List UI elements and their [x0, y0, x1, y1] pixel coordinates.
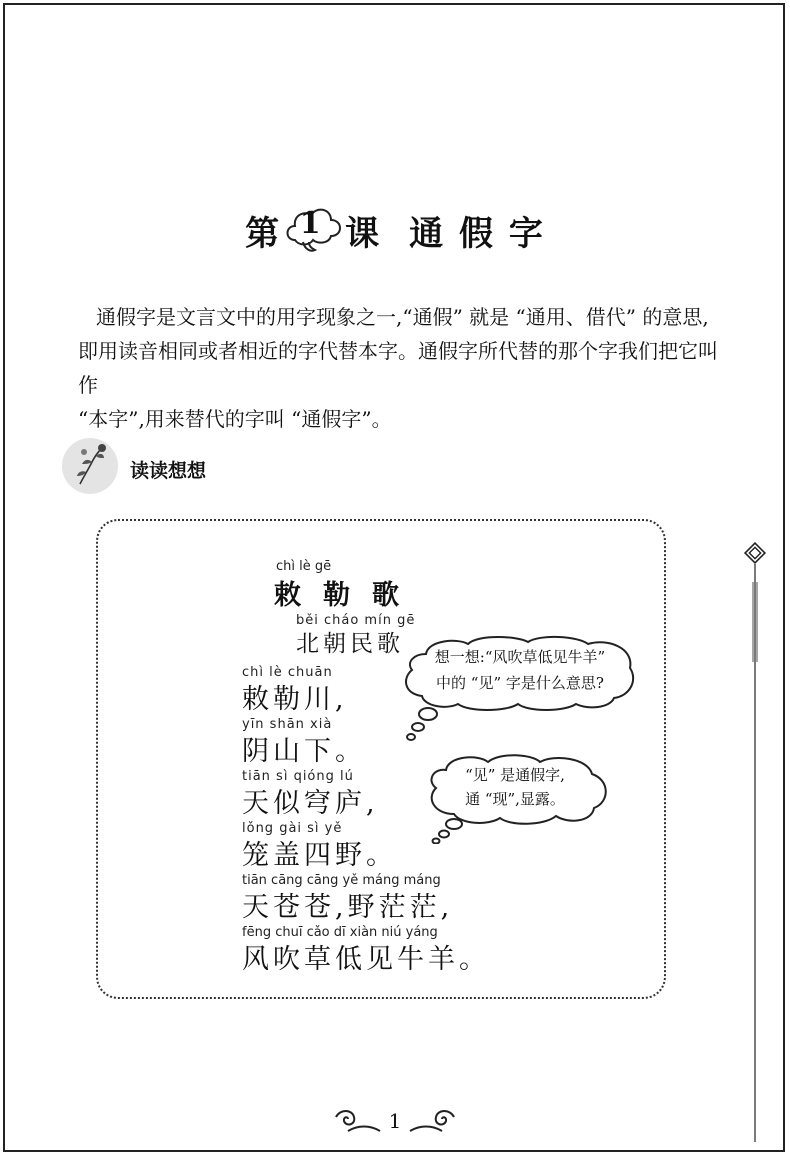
- title-topic: 通 假 字: [409, 213, 545, 254]
- intro-line-2: 即用读音相同或者相近的字代替本字。通假字所代替的那个字我们把它叫作: [78, 339, 718, 397]
- intro-line-3: “本字”,用来替代的字叫 “通假字”。: [78, 407, 392, 431]
- poem-line-1: 敕勒川,: [242, 684, 348, 715]
- intro-line-1: 通假字是文言文中的用字现象之一,“通假” 就是 “通用、借代” 的意思,: [96, 305, 709, 329]
- intro-paragraph: [78, 300, 718, 436]
- poem-line-1-pinyin: chì lè chuān: [242, 665, 333, 680]
- poem-line-6: 风吹草低见牛羊。: [242, 944, 490, 975]
- lesson-number: 1: [299, 206, 323, 241]
- question-line-2: 中的 “见” 字是什么意思?: [436, 674, 604, 692]
- question-line-1: 想一想:“风吹草低见牛羊”: [434, 648, 606, 666]
- page-number: 1: [388, 1109, 402, 1133]
- poem-line-3-pinyin: tiān sì qióng lú: [242, 769, 354, 784]
- poem-author-pinyin: běi cháo mín gē: [296, 613, 416, 628]
- answer-thought-bubble: [420, 752, 610, 844]
- title-suffix: 课: [345, 213, 382, 254]
- poem-line-6-pinyin: fēng chuī cǎo dī xiàn niú yáng: [242, 925, 438, 940]
- section-title: 读读想想: [130, 460, 207, 482]
- poem-line-3: 天似穹庐,: [242, 788, 379, 819]
- poem-line-5-pinyin: tiān cāng cāng yě máng máng: [242, 873, 441, 888]
- poem-title-pinyin: chì lè gē: [276, 559, 332, 574]
- knot-ornament-icon: [740, 542, 770, 1142]
- page-footer: [330, 1103, 460, 1143]
- title-prefix: 第: [245, 213, 282, 254]
- poem-line-2-pinyin: yīn shān xià: [242, 717, 333, 732]
- poem-author: 北朝民歌: [296, 631, 404, 657]
- poem-title: 敕勒歌: [274, 580, 421, 611]
- poem-line-2: 阴山下。: [242, 736, 366, 767]
- lesson-title: [0, 200, 790, 260]
- poem-line-5: 天苍苍,野茫茫,: [242, 892, 454, 923]
- side-ornament: [740, 542, 770, 1142]
- question-thought-bubble: [398, 634, 638, 744]
- poem-line-4-pinyin: lǒng gài sì yě: [242, 821, 343, 836]
- answer-line-1: “见” 是通假字,: [465, 766, 565, 784]
- answer-line-2: 通 “现”,显露。: [465, 790, 565, 808]
- poem-line-4: 笼盖四野。: [242, 840, 397, 871]
- flower-badge-icon: [62, 438, 118, 494]
- lesson-number-cloud-icon: [281, 200, 345, 260]
